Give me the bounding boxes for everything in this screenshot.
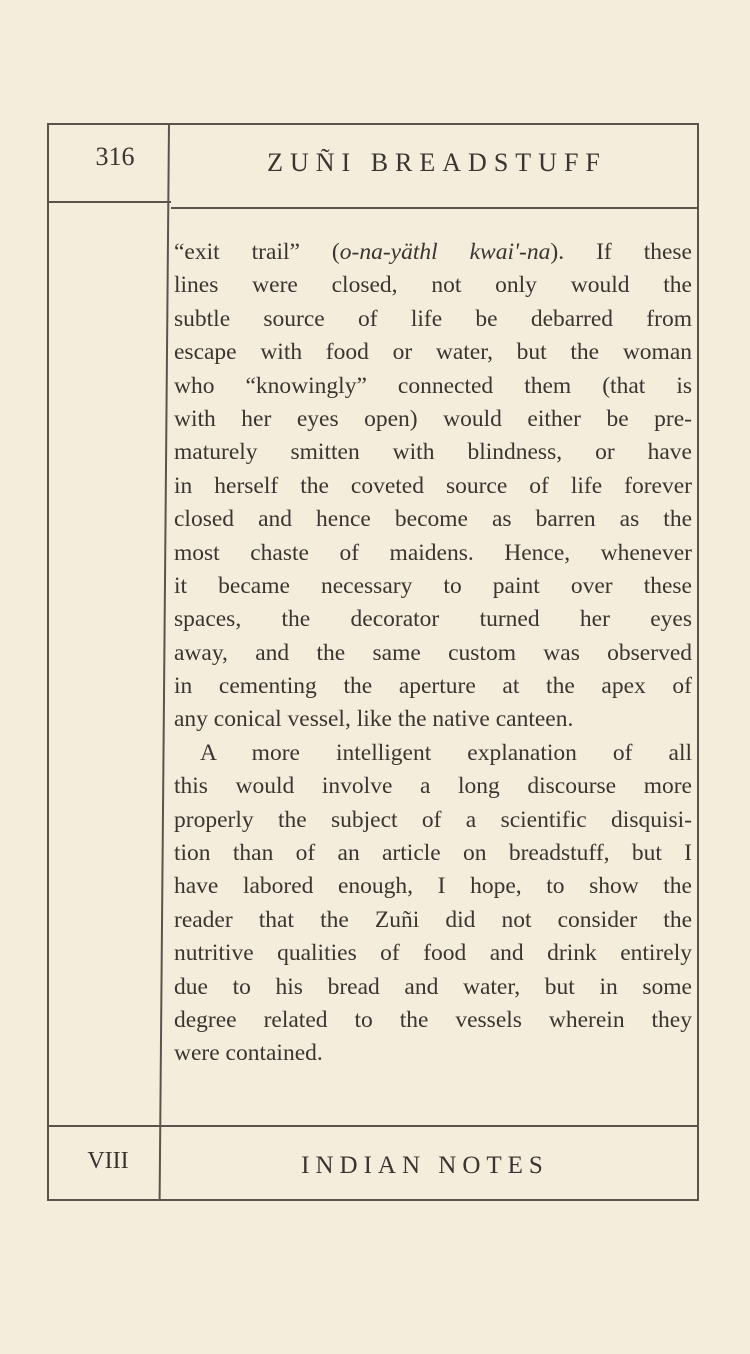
volume-number: VIII: [87, 1148, 129, 1174]
text-line: with her eyes open) would either be pre-: [174, 405, 692, 432]
header-divider-right: [171, 207, 699, 209]
series-title: INDIAN NOTES: [301, 1152, 549, 1179]
text-line: were contained.: [174, 1040, 323, 1067]
text-line: nutritive qualities of food and drink entirely: [174, 940, 692, 967]
text-line: in herself the coveted source of life forever: [174, 472, 692, 499]
text-line: “exit trail” (o-na-yäthl kwai'-na). If these: [174, 239, 692, 265]
text-line: A more intelligent explanation of all: [200, 739, 692, 766]
text-line: lines were closed, not only would the: [174, 272, 692, 299]
text-line: degree related to the vessels wherein they: [174, 1006, 692, 1033]
text-line: properly the subject of a scientific disquisi-: [174, 806, 692, 833]
text-line: due to his bread and water, but in some: [174, 973, 692, 1000]
text-line: escape with food or water, but the woman: [174, 339, 692, 366]
text-line: subtle source of life be debarred from: [174, 305, 692, 332]
text-line: spaces, the decorator turned her eyes: [174, 606, 692, 633]
text-line: any conical vessel, like the native canteen.: [174, 706, 574, 733]
text-line: away, and the same custom was observed: [174, 639, 692, 666]
header-divider-left: [47, 201, 171, 203]
page-number: 316: [95, 142, 135, 171]
text-line: in cementing the aperture at the apex of: [174, 673, 692, 700]
text-line: tion than of an article on breadstuff, but I: [174, 840, 692, 867]
text-line: who “knowingly” connected them (that is: [174, 372, 692, 399]
text-line: maturely smitten with blindness, or have: [174, 439, 692, 466]
running-title: ZUÑI BREADSTUFF: [267, 148, 607, 177]
text-line: have labored enough, I hope, to show the: [174, 873, 692, 900]
text-line: it became necessary to paint over these: [174, 572, 692, 599]
text-line: most chaste of maidens. Hence, whenever: [174, 539, 692, 566]
text-line: this would involve a long discourse more: [174, 773, 692, 800]
body-text: [174, 236, 692, 1071]
footer-divider: [47, 1125, 699, 1127]
text-line: reader that the Zuñi did not consider the: [174, 906, 692, 933]
text-line: closed and hence become as barren as the: [174, 506, 692, 533]
zuni-term: o-na-yäthl kwai'-na: [339, 239, 551, 265]
